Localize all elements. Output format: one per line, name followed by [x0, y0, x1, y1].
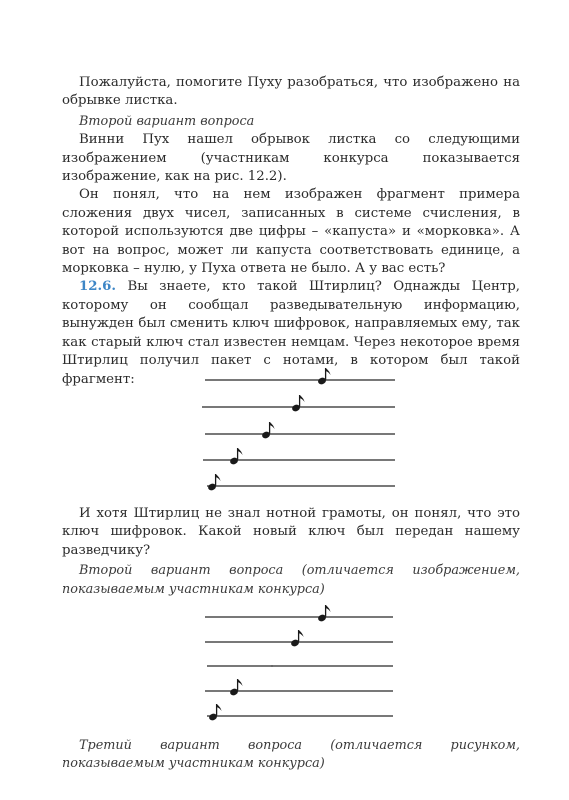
note-1 [207, 474, 220, 491]
music-staff-1 [200, 366, 400, 496]
paragraph-3: Он понял, что на нем изображен фрагмент примера сложения двух чисел, записанных в системе счисления, в которой используются две цифры – «капуста» и «морковка». А вот на вопрос, может ли капуста соответствовать единице, а морковка – нулю, у Пуха ответа не было. А у вас есть? [62, 187, 520, 277]
problem-text: Вы знаете, кто такой Штирлиц? Однажды Центр, которому он сообщал разведывательную информацию, вынужден был сменить ключ шифровок, направляемых ему, так как старый ключ стал известен немцам. Через некоторое время Штирлиц получил пакет с нотами, в котором был такой фрагмент: [62, 279, 520, 387]
note-4 [291, 395, 304, 412]
problem-number: 12.6. [79, 279, 117, 295]
paragraph-2: Винни Пух нашел обрывок листка со следующими изображением (участникам конкурса показывается изображение, как на рис. 12.2). [62, 132, 520, 185]
music-staff-2 [200, 603, 400, 728]
note-3 [261, 422, 274, 439]
staff-figure-2 [200, 603, 400, 732]
caption-second-variant-2: Второй вариант вопроса (отличается изображением, показываемым участникам конкурса) [62, 563, 520, 597]
note-5 [317, 368, 330, 385]
paragraph-5: И хотя Штирлиц не знал нотной грамоты, он понял, что это ключ шифровок. Какой новый ключ был передан нашему разведчику? [62, 506, 520, 558]
note-2 [229, 448, 242, 465]
note-5 [317, 605, 330, 622]
dot-mark [271, 665, 273, 667]
paragraph-1: Пожалуйста, помогите Пуху разобраться, что изображено на обрывке листка. [62, 75, 520, 109]
note-1 [208, 704, 221, 721]
caption-second-variant: Второй вариант вопроса [79, 113, 255, 129]
caption-third-variant: Третий вариант вопроса (отличается рисунком, показываемым участникам конкурса) [62, 738, 520, 772]
page-text-bottom [62, 735, 520, 774]
page-text-top [62, 74, 520, 389]
staff-figure-1 [200, 366, 400, 500]
note-4 [290, 630, 303, 647]
page-text-middle [62, 505, 520, 599]
note-2 [229, 679, 242, 696]
